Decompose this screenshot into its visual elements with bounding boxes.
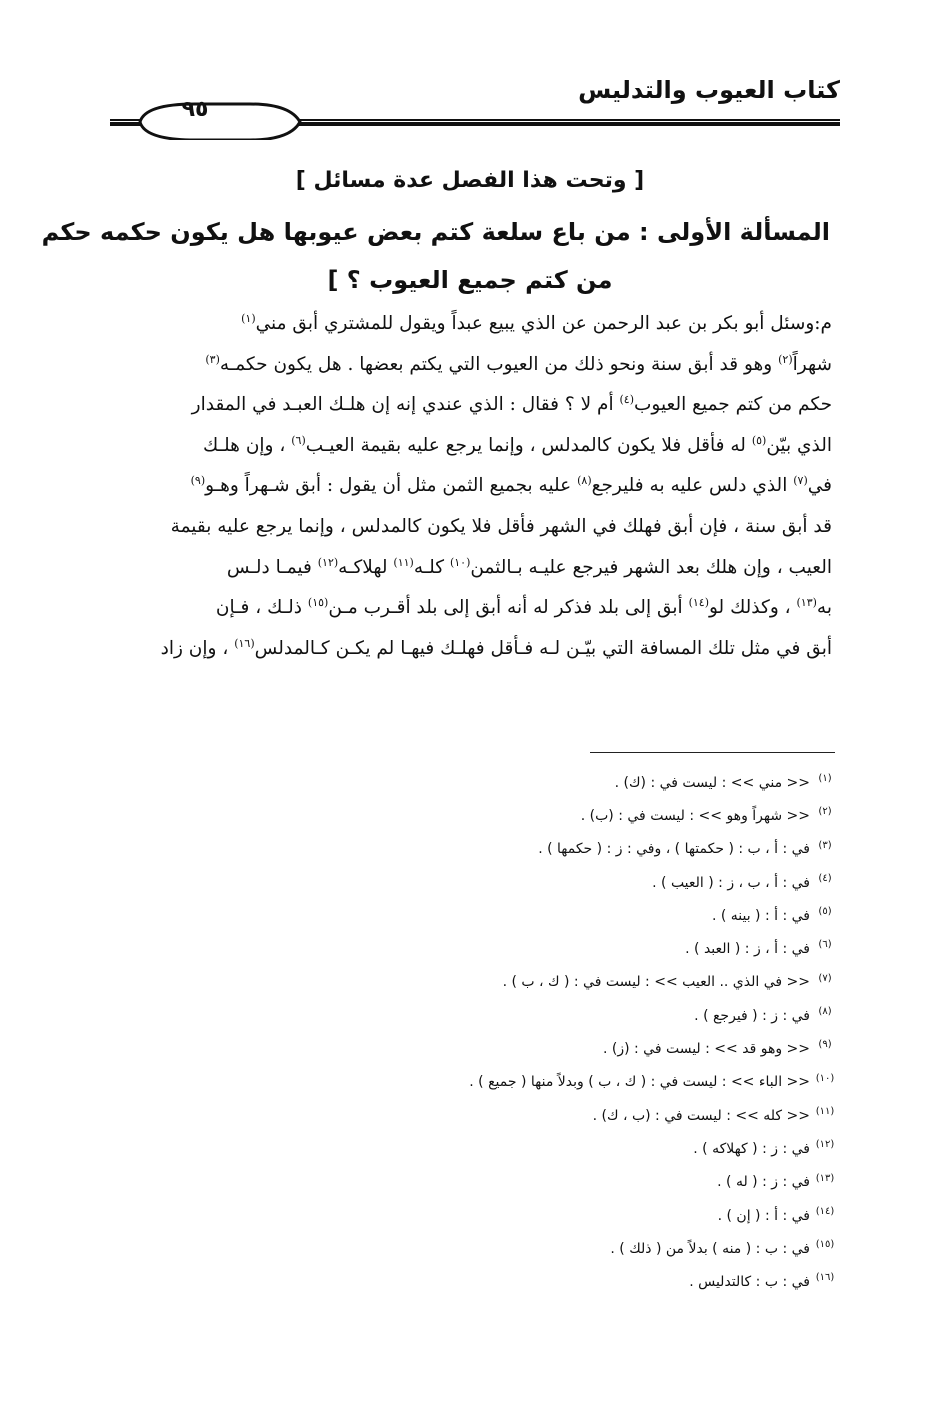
footnote-marker[interactable]: (٤) xyxy=(619,393,634,407)
footnote-text: في : ب : كالتدليس . xyxy=(689,1274,810,1291)
book-title: كتاب العيوب والتدليس xyxy=(578,76,840,104)
footnote-marker[interactable]: (١٦) xyxy=(234,636,255,650)
question-heading-line-1: المسألة الأولى : من باع سلعة كتم بعض عيوبها هل يكون حكمه حكم xyxy=(41,218,830,246)
body-text-segment: ، وإن هلـك xyxy=(203,434,292,456)
page-header xyxy=(100,70,840,140)
footnote-text: في : أ : ( بينه ) . xyxy=(711,907,810,924)
body-text-segment: له فأقل فلا يكون كالمدلس ، وإنما يرجع عليه بقيمة العيـب xyxy=(305,434,752,456)
footnote-number: (٣) xyxy=(818,839,832,851)
body-line xyxy=(110,507,832,548)
section-heading: [ وتحت هذا الفصل عدة مسائل ] xyxy=(295,168,645,193)
body-text-segment: العيب ، وإن هلك بعد الشهر فيرجع عليـه بـالثمن xyxy=(470,556,832,578)
footnote-item xyxy=(300,928,840,961)
body-text-segment: حكم من كتم جميع العيوب xyxy=(634,394,832,416)
body-line xyxy=(110,548,832,589)
body-text-segment: وهو قد أبق سنة ونحو ذلك من العيوب التي يكتم بعضها . هل يكون حكمـه xyxy=(219,353,779,375)
footnote-number: (٧) xyxy=(818,972,832,984)
footnote-marker[interactable]: (٥) xyxy=(751,433,767,447)
footnote-item xyxy=(300,1062,840,1095)
footnote-text: في : أ ، ز : ( العبد ) . xyxy=(685,941,810,958)
footnote-text: في : أ ، ب : ( حكمتها ) ، وفي : ز : ( حكمها ) . xyxy=(538,841,810,858)
footnote-text: << في الذي .. العيب >> : ليست في : ( ك ، ب ) . xyxy=(502,974,810,991)
body-text-segment: قد أبق سنة ، فإن أبق فهلك في الشهر فأقل فلا يكون كالمدلس ، وإنما يرجع عليه بقيمة xyxy=(170,515,832,537)
body-line xyxy=(110,466,832,507)
footnote-text: << مني >> : ليست في : (ك) . xyxy=(614,774,810,791)
footnote-number: (٢) xyxy=(818,806,832,818)
body-text-segment: م:وسئل أبو بكر بن عبد الرحمن عن الذي يبيع عبداً ويقول للمشتري أبق مني xyxy=(255,313,832,334)
body-text-segment: أبق في مثل تلك المسافة التي بيّـن لـه فـأقل فهلـك فيهـا لم يكـن كـالمدلس xyxy=(254,637,832,659)
footnote-marker[interactable]: (٩) xyxy=(190,474,206,488)
footnote-text: في : ز : ( له ) . xyxy=(717,1174,810,1191)
footnote-marker[interactable]: (١١) xyxy=(393,555,414,569)
footnote-item xyxy=(300,762,840,795)
footnote-marker[interactable]: (٢) xyxy=(778,352,793,366)
body-text-segment: أبق إلى بلد فذكر له أنه أبق إلى بلد أقـرب مـن xyxy=(328,597,689,619)
footnote-text: << كله >> : ليست في : (ب ، ك) . xyxy=(592,1107,810,1124)
body-text-segment: ، وكذلك لو xyxy=(709,597,797,619)
footnote-item xyxy=(300,1028,840,1061)
footnote-number: (١٢) xyxy=(815,1139,835,1151)
body-text-segment: ذلـك ، فـإن xyxy=(215,597,308,619)
footnote-number: (١٠) xyxy=(815,1072,835,1084)
body-line xyxy=(110,304,832,345)
footnote-number: (٥) xyxy=(818,906,832,918)
footnote-item xyxy=(300,862,840,895)
body-line xyxy=(110,588,832,629)
footnote-item xyxy=(300,1162,840,1195)
question-heading-line-2: من كتم جميع العيوب ؟ ] xyxy=(327,266,613,294)
footnote-item xyxy=(300,995,840,1028)
footnote-number: (١) xyxy=(818,773,832,784)
footnote-item xyxy=(300,795,840,828)
body-text-segment: لهلاكـه xyxy=(338,556,394,578)
body-text-segment: كلـه xyxy=(413,556,450,578)
body-paragraph xyxy=(110,304,832,669)
footnote-number: (١٣) xyxy=(815,1172,835,1184)
footnote-number: (١٦) xyxy=(815,1272,835,1284)
body-text-segment: الذي دلس عليه به فليرجع xyxy=(591,475,794,497)
footnote-text: في : أ ، ب ، ز : ( العيب ) . xyxy=(652,874,810,891)
footnote-text: في : أ : ( إن ) . xyxy=(717,1207,810,1224)
footnote-number: (٦) xyxy=(818,939,832,951)
footnote-item xyxy=(300,1261,840,1294)
footnote-marker[interactable]: (٨) xyxy=(577,474,592,488)
footnote-number: (٩) xyxy=(818,1039,832,1051)
footnote-text: << وهو قد >> : ليست في : (ز) . xyxy=(602,1041,810,1058)
body-text-segment: الذي بيّن xyxy=(766,434,832,456)
footnote-number: (٤) xyxy=(818,872,832,884)
footnote-item xyxy=(300,1228,840,1261)
footnotes-list xyxy=(300,762,840,1295)
footnote-item xyxy=(300,1195,840,1228)
page-number: ٩٥ xyxy=(181,97,209,122)
footnote-number: (١٤) xyxy=(815,1205,835,1217)
footnote-item xyxy=(300,895,840,928)
footnote-item xyxy=(300,829,840,862)
footnote-text: في : ب : ( منه ) بدلاً من ( ذلك ) . xyxy=(610,1240,810,1257)
body-text-segment: ، وإن زاد xyxy=(160,637,235,659)
footnote-item xyxy=(300,1095,840,1128)
body-text-segment: شهراً xyxy=(792,353,832,375)
footnote-marker[interactable]: (١) xyxy=(241,311,256,325)
body-line xyxy=(110,426,832,467)
body-text-segment: به xyxy=(816,597,832,619)
footnote-marker[interactable]: (١٠) xyxy=(449,555,471,569)
footnote-item xyxy=(300,1128,840,1161)
body-text-segment: أم لا ؟ فقال : الذي عندي إنه إن هلـك العبـد في المقدار xyxy=(191,394,620,416)
footnote-marker[interactable]: (٦) xyxy=(291,433,306,447)
footnote-text: << الباء >> : ليست في : ( ك ، ب ) وبدلاً منها ( جميع ) . xyxy=(469,1074,810,1091)
body-text-segment: عليه بجميع الثمن مثل أن يقول : أبق شـهراً وهـو xyxy=(205,475,578,497)
body-line xyxy=(110,345,832,386)
footnote-text: في : ز : ( فيرجع ) . xyxy=(694,1007,810,1024)
footnote-number: (٨) xyxy=(818,1006,832,1018)
footnote-separator xyxy=(590,752,835,753)
footnote-number: (١١) xyxy=(815,1105,835,1117)
footnote-text: << شهراً وهو >> : ليست في : (ب) . xyxy=(580,807,810,824)
body-line xyxy=(110,385,832,426)
footnote-text: في : ز : ( كهلاكه ) . xyxy=(693,1140,810,1157)
body-text-segment: فيمـا دلـس xyxy=(226,556,318,578)
footnote-marker[interactable]: (٧) xyxy=(793,474,808,488)
body-text-segment: في xyxy=(807,475,832,497)
footnote-marker[interactable]: (١٥) xyxy=(307,596,329,609)
footnote-marker[interactable]: (١٢) xyxy=(317,555,339,569)
body-line xyxy=(110,629,832,670)
footnote-marker[interactable]: (١٣) xyxy=(796,596,817,609)
footnote-marker[interactable]: (٣) xyxy=(205,352,220,366)
footnote-number: (١٥) xyxy=(815,1239,835,1251)
footnote-marker[interactable]: (١٤) xyxy=(688,596,709,609)
footnote-item xyxy=(300,962,840,995)
